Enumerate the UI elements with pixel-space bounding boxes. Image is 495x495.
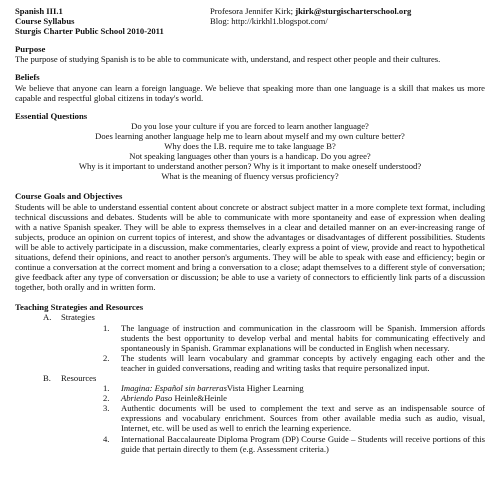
- strategy-number: 1.: [103, 322, 110, 333]
- document-header: [15, 6, 485, 36]
- resource-text: Authentic documents will be used to complement the text and serve as an indispensable source of expressions and vocabulary enrichment. Sources from other available media such as audio, visual, Internet, etc. will be used as well to enrich the learning experience.: [121, 403, 485, 434]
- resource-number: 2.: [103, 393, 110, 404]
- goals-heading: Course Goals and Objectives: [15, 191, 123, 202]
- resource-book-title: Abriendo Paso: [121, 393, 173, 404]
- teaching-heading: Teaching Strategies and Resources: [15, 302, 144, 313]
- strategy-number: 2.: [103, 352, 110, 363]
- resource-text: International Baccalaureate Diploma Program (DP) Course Guide – Students will receive portions of this guide that pertain directly to them (e.g. Assessment criteria.): [121, 433, 485, 454]
- question-item: Does learning another language help me to learn about myself and my own culture better?: [95, 130, 405, 141]
- resource-item: [103, 393, 485, 403]
- teacher-info: [210, 6, 485, 36]
- question-item: Why is it important to understand another person? Why is it important to make oneself understood?: [78, 161, 422, 172]
- resource-item: [103, 383, 485, 393]
- resource-text: [121, 383, 485, 393]
- strategy-item: [103, 323, 485, 353]
- resources-title: Resources: [61, 373, 97, 383]
- question-item: Not speaking languages other than yours is a handicap. Do you agree?: [129, 151, 371, 162]
- strategies-title: Strategies: [61, 312, 95, 323]
- teacher-name: Profesora Jennifer Kirk;: [210, 6, 296, 16]
- resource-number: 1.: [103, 383, 110, 394]
- resource-number: 3.: [103, 403, 110, 414]
- course-subtitle: Course Syllabus: [15, 16, 75, 27]
- strategies-heading: [43, 312, 485, 322]
- beliefs-text: We believe that anyone can learn a foreign language. We believe that speaking more than one language is a skill that makes us more capable and respectful global citizens in today's world.: [15, 82, 485, 103]
- beliefs-heading: Beliefs: [15, 72, 40, 83]
- resource-item: [103, 434, 485, 454]
- teacher-email[interactable]: jkirk@sturgischarterschool.org: [295, 6, 412, 16]
- question-item: Why does the I.B. require me to take language B?: [164, 141, 336, 152]
- resource-text: [121, 393, 485, 403]
- resource-number: 4.: [103, 433, 110, 444]
- strategy-item: [103, 353, 485, 373]
- course-title: Spanish III.1: [15, 6, 63, 16]
- resource-book-title: Imagina: Español sin barreras: [121, 383, 227, 394]
- school-name: Sturgis Charter Public School 2010-2011: [15, 26, 164, 37]
- strategy-text: The language of instruction and communication in the classroom will be Spanish. Immersion affords students the best opportunity to develop verbal and mental habits for communicating effectively and spontaneously in Spanish. Grammar explanations will be conducted in English when necessary.: [121, 322, 485, 353]
- questions-heading: Essential Questions: [15, 110, 88, 121]
- questions-list: [15, 121, 485, 182]
- teacher-line: [210, 6, 485, 16]
- course-info: [15, 6, 210, 36]
- purpose-text: The purpose of studying Spanish is to be able to communicate with, understand, and respect other people and their cultures.: [15, 54, 441, 65]
- teacher-blog[interactable]: Blog: http://kirkhl1.blogspot.com/: [210, 16, 328, 27]
- strategy-text: The students will learn vocabulary and grammar concepts by actively engaging each other and the teacher in guided conversations, reading and writing tasks that require personalized input.: [121, 352, 485, 373]
- resource-publisher: Vista Higher Learning: [226, 383, 304, 394]
- purpose-heading: Purpose: [15, 44, 46, 55]
- resource-publisher: Heinle&Heinle: [172, 393, 227, 404]
- question-item: Do you lose your culture if you are forced to learn another language?: [131, 120, 369, 131]
- goals-text: Students will be able to understand essential content about concrete or abstract subject matter in a more complete text format, including technical discussions and debates. Students will be able to communicate with more spontaneity and ease of expression when dealing with a native Spanish speaker. They will be able to express themselves in a clear and detailed manner on an ever-increasing range of subjects, produce an opinion on current topics of interest, and show the advantages or disadvantages of different possibilities. Students will be able to actively participate in a discussion, make commentaries, clearly express a point of view, provide and react to hypothetical situations, defend their opinions, and react to another person's arguments. They will be able to speak with ease and efficiency; begin or continue a conversation at the correct moment and bring a conversation to a close; adapt themselves to a different style of conversation; give feedback after any type of conversation or discussion; be able to use a variety of connectors to efficiently link parts of a discussion together, both orally and in written form.: [15, 201, 485, 293]
- resources-heading: [43, 373, 485, 383]
- strategies-label: A.: [43, 312, 52, 323]
- resource-item: [103, 403, 485, 433]
- question-item: What is the meaning of fluency versus proficiency?: [161, 171, 339, 182]
- resources-label: B.: [43, 373, 51, 383]
